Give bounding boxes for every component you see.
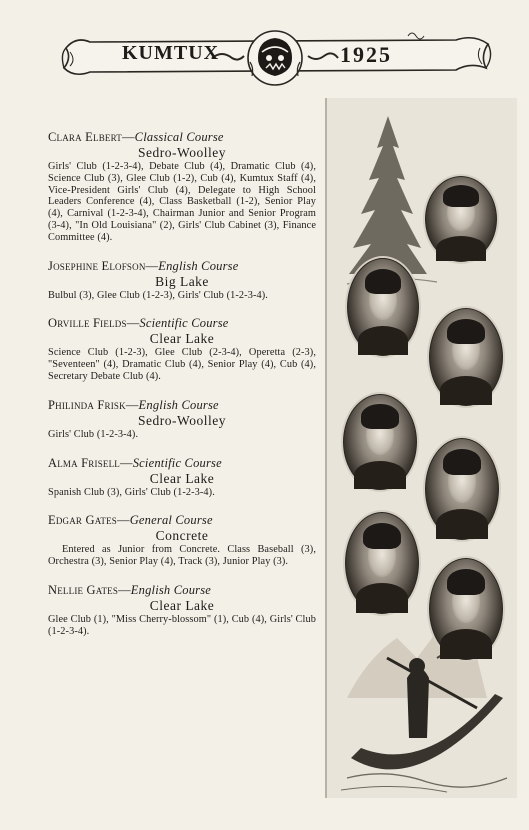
student-town: Sedro-Woolley: [138, 412, 226, 428]
student-course: Scientific Course: [139, 316, 229, 331]
banner-title-year: 1925: [340, 42, 392, 67]
student-course: English Course: [130, 582, 212, 597]
portrait-photo: [425, 176, 497, 262]
portrait-photo: [343, 394, 417, 490]
student-entry: [48, 259, 316, 302]
portrait-panel: [325, 98, 517, 798]
student-course: General Course: [129, 513, 213, 528]
student-name: Nellie Gates: [48, 582, 119, 597]
portrait-photo: [429, 558, 503, 660]
student-entry: [48, 316, 316, 382]
entry-heading: Clara Elbert—Classical Course: [48, 130, 224, 144]
entry-heading: Josephine Elofson—English Course: [48, 258, 239, 273]
entry-heading: Philinda Frisk—English Course: [48, 397, 219, 412]
student-name: Edgar Gates: [48, 513, 117, 528]
student-course: English Course: [138, 397, 219, 412]
portrait-photo: [429, 308, 503, 406]
entry-heading: Alma Frisell—Scientific Course: [48, 455, 222, 470]
student-town: Big Lake: [155, 273, 209, 289]
banner-title-kumtux: KUMTUX: [122, 42, 220, 64]
student-activities: Girls' Club (1-2-3-4).: [48, 428, 139, 440]
student-town: Clear Lake: [149, 470, 215, 486]
student-activities: Spanish Club (3), Girls' Club (1-2-3-4).: [48, 486, 215, 498]
student-course: Scientific Course: [132, 455, 222, 470]
entry-heading: Edgar Gates—General Course: [48, 513, 213, 528]
portrait-photo: [345, 512, 419, 614]
student-name: Clara Elbert: [48, 130, 122, 144]
senior-entries: [48, 130, 316, 653]
entry-heading: Nellie Gates—English Course: [48, 582, 212, 597]
student-entry: [48, 130, 316, 244]
student-course: English Course: [158, 258, 239, 273]
student-course: Classical Course: [134, 130, 224, 144]
student-activities: Glee Club (1), "Miss Cherry-blossom" (1), Cub (4), Girls' Club (1-2-3-4).: [48, 613, 316, 637]
student-name: Philinda Frisk: [48, 397, 126, 412]
student-activities: Girls' Club (1-2-3-4), Debate Club (4), Dramatic Club (4), Science Club (3), Glee Club (1-2), Cub (4), Kumtux Staff (4), Vice-President Girls' Club (4), Delegate to High School Leaders Conference (4), Class Basketball (1-2), Senior Play (4), Carnival (1-2-3-4), Chairman Junior and Senior Program (3-4), "In Old Louisiana" (2), Girls' Club Cabinet (3), Finance Committee (4).: [48, 161, 316, 243]
header-banner: [56, 22, 496, 92]
student-entry: [48, 513, 316, 568]
student-entry: [48, 583, 316, 638]
student-town: Sedro-Woolley: [138, 145, 226, 160]
student-entry: [48, 456, 316, 499]
student-name: Orville Fields: [48, 316, 127, 331]
student-town: Concrete: [155, 528, 209, 544]
student-activities: Entered as Junior from Concrete. Class Baseball (3), Orchestra (3), Senior Play (4), Track (3), Junior Play (3).: [48, 544, 316, 568]
student-town: Clear Lake: [149, 331, 215, 347]
entry-heading: Orville Fields—Scientific Course: [48, 316, 229, 331]
portrait-photo: [425, 438, 499, 540]
student-town: Clear Lake: [149, 597, 215, 613]
student-entry: [48, 398, 316, 441]
student-activities: Science Club (1-2-3), Glee Club (2-3-4), Operetta (2-3), "Seventeen" (4), Dramatic Club (4), Senior Play (4), Cub (4), Secretary Debate Club (4).: [48, 347, 316, 382]
student-name: Josephine Elofson: [48, 258, 146, 273]
student-activities: Bulbul (3), Glee Club (1-2-3), Girls' Club (1-2-3-4).: [48, 289, 268, 301]
portrait-photo: [347, 258, 419, 356]
student-name: Alma Frisell: [48, 455, 121, 470]
